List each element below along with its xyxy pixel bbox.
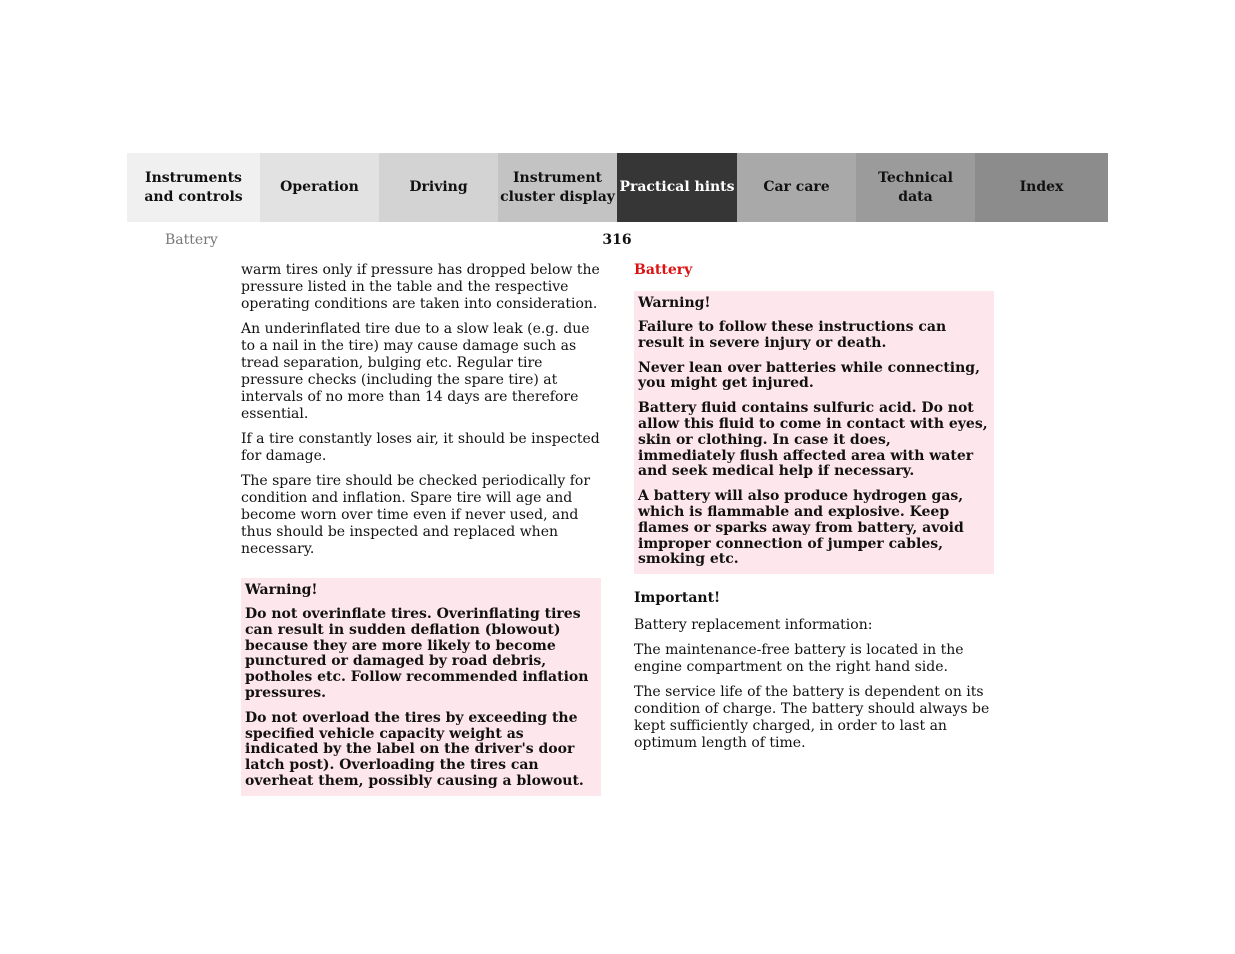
tab-instruments-and-controls[interactable]: Instruments and controls (127, 153, 260, 222)
tab-index[interactable]: Index (975, 153, 1108, 222)
tire-warning-box (241, 578, 601, 796)
body-paragraph: The spare tire should be checked periodically for condition and inflation. Spare tire will age and become worn over time even if never used, and thus should be inspected and replaced when necessary. (241, 473, 591, 557)
body-paragraph: warm tires only if pressure has dropped below the pressure listed in the table and the respective operating conditions are taken into consideration. (241, 262, 600, 312)
warning-paragraph: Do not overinflate tires. Overinflating tires can result in sudden deflation (blowout) because they are more likely to become punctured or damaged by road debris, potholes etc. Follow recommended inflation pressures. (245, 606, 589, 701)
section-title: Battery (634, 262, 693, 278)
section-nav (127, 153, 1108, 222)
warning-paragraph: Battery fluid contains sulfuric acid. Do not allow this fluid to come in contact with eyes, skin or clothing. In case it does, immediately flush affected area with water and seek medical help if necessary. (638, 400, 988, 480)
tab-instrument-cluster-display[interactable]: Instrument cluster display (498, 153, 617, 222)
right-column (634, 262, 994, 760)
page-number: 316 (602, 232, 632, 248)
warning-paragraph: Never lean over batteries while connecting, you might get injured. (638, 359, 980, 392)
running-header-section: Battery (165, 232, 218, 248)
warning-title: Warning! (245, 582, 318, 598)
body-paragraph: If a tire constantly loses air, it should be inspected for damage. (241, 431, 600, 464)
body-paragraph: The maintenance-free battery is located in the engine compartment on the right hand side. (634, 642, 964, 676)
body-paragraph: Battery replacement information: (634, 617, 873, 634)
tab-car-care[interactable]: Car care (737, 153, 856, 222)
warning-title: Warning! (638, 295, 711, 311)
tab-operation[interactable]: Operation (260, 153, 379, 222)
tab-driving[interactable]: Driving (379, 153, 498, 222)
warning-paragraph: Do not overload the tires by exceeding the specified vehicle capacity weight as indicated by the label on the driver's door latch post). Overloading the tires can overheat them, possibly causing a blowout. (245, 709, 584, 789)
left-column (241, 262, 601, 796)
battery-warning-box (634, 291, 994, 574)
body-paragraph: The service life of the battery is dependent on its condition of charge. The battery should always be kept sufficiently charged, in order to last an optimum length of time. (634, 684, 990, 752)
important-heading: Important! (634, 590, 721, 607)
tab-technical-data[interactable]: Technical data (856, 153, 975, 222)
body-paragraph: An underinflated tire due to a slow leak (e.g. due to a nail in the tire) may cause damage such as tread separation, bulging etc. Regular tire pressure checks (including the spare tire) at intervals of no more than 14 days are therefore essential. (241, 321, 590, 422)
warning-paragraph: A battery will also produce hydrogen gas, which is flammable and explosive. Keep flames or sparks away from battery, avoid improper connection of jumper cables, smoking etc. (638, 488, 964, 568)
tab-practical-hints[interactable]: Practical hints (617, 153, 737, 222)
warning-paragraph: Failure to follow these instructions can result in severe injury or death. (638, 319, 947, 351)
